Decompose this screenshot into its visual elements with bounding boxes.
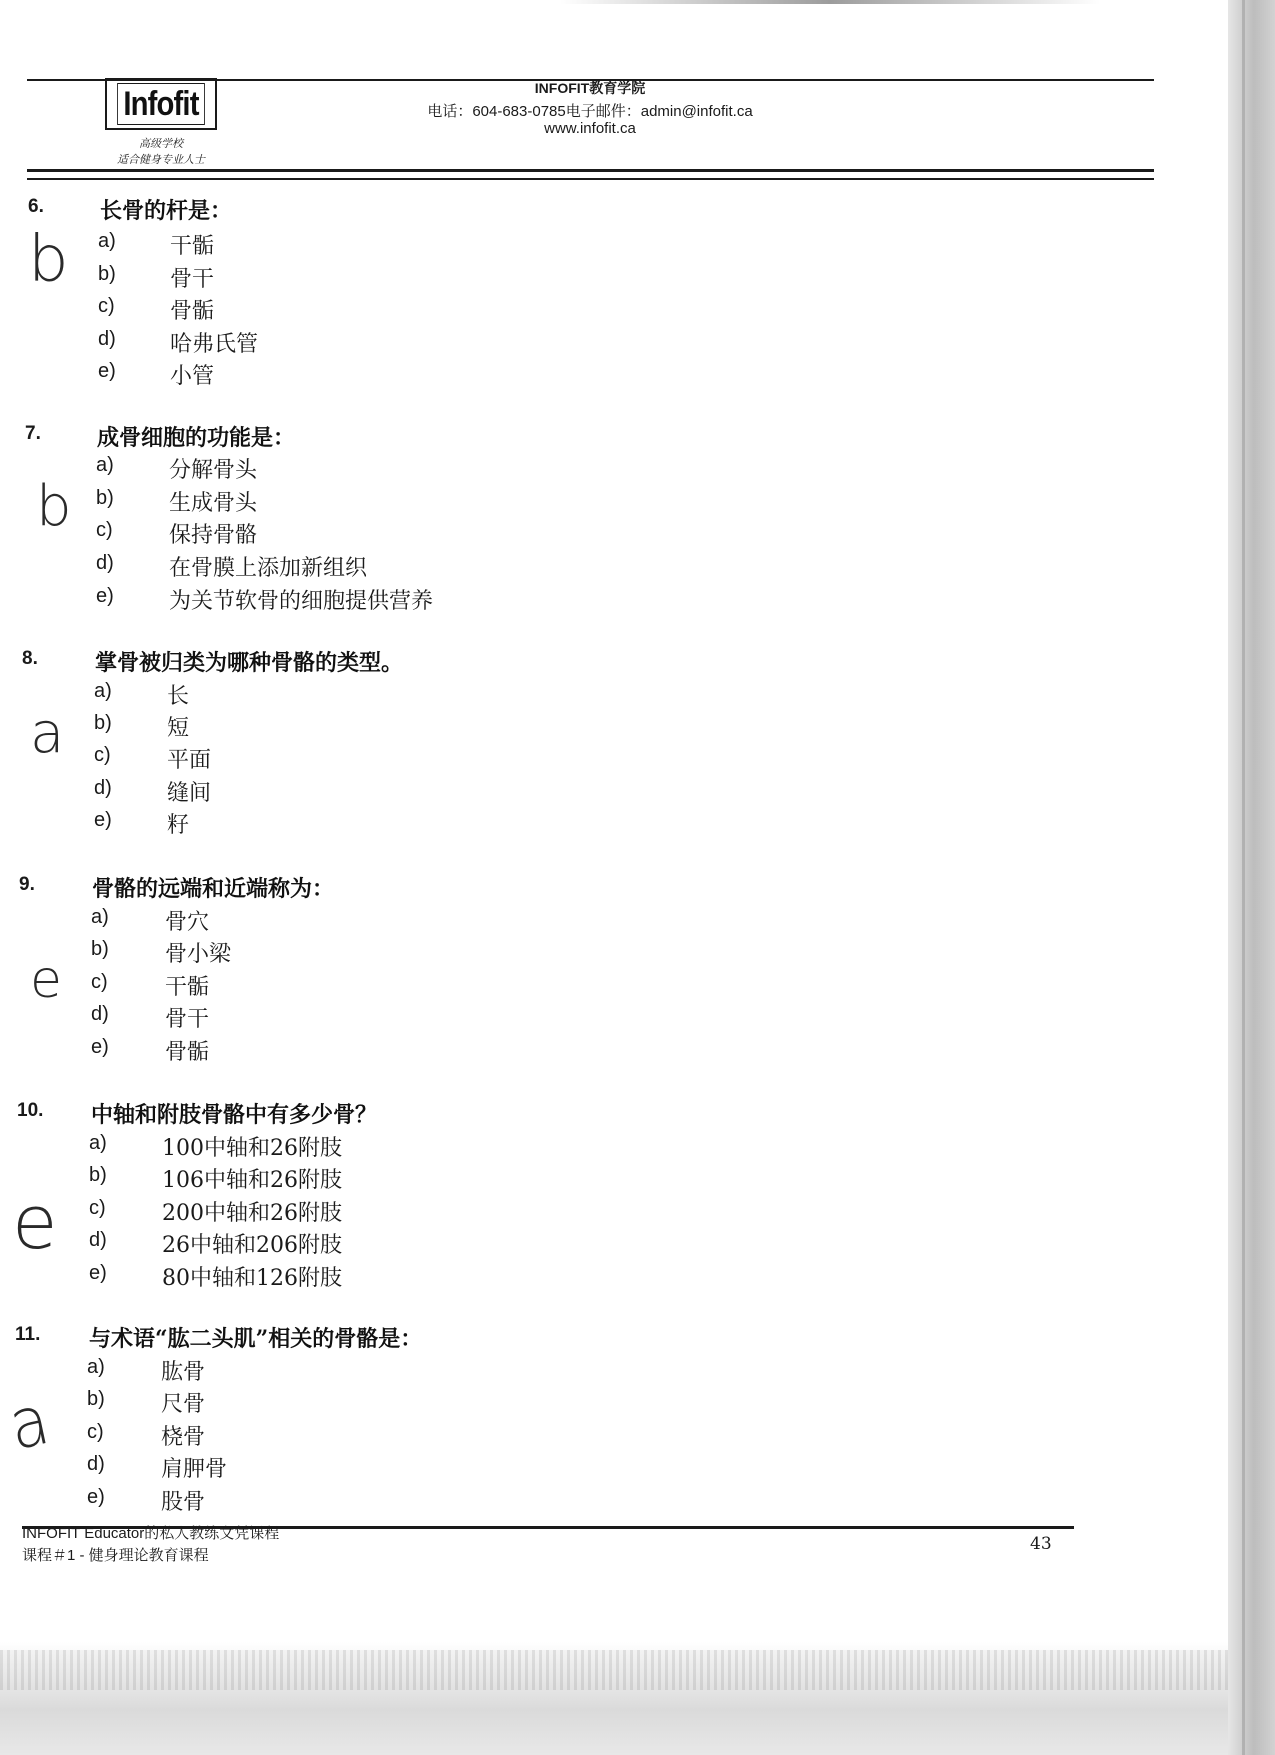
option-text: 哈弗氏管: [170, 332, 259, 357]
option-letter: e): [96, 585, 114, 607]
option-letter: a): [91, 906, 109, 928]
option-text: 尺骨: [161, 1392, 206, 1417]
option-text: 小管: [170, 364, 215, 389]
option-letter: b): [87, 1388, 105, 1410]
logo-text: Infofit: [117, 83, 205, 125]
school-contact: 电话：604-683-0785电子邮件：admin@infofit.ca: [427, 103, 753, 120]
option-text: 为关节软骨的细胞提供营养: [169, 589, 434, 614]
option-text: 106中轴和26附肢: [162, 1168, 342, 1193]
option-letter: d): [98, 328, 116, 350]
scan-edge-right: [1228, 0, 1275, 1755]
option-letter: d): [94, 777, 112, 799]
option-text: 骨穴: [165, 910, 210, 935]
page-number: 43: [1030, 1534, 1052, 1554]
option-letter: d): [89, 1229, 107, 1251]
question-number: 9.: [19, 874, 35, 895]
option-text: 骨小梁: [165, 942, 232, 967]
infofit-logo: [105, 78, 217, 130]
option-letter: c): [89, 1197, 106, 1219]
handwritten-answer: b: [28, 223, 69, 297]
option-text: 肩胛骨: [161, 1457, 228, 1482]
question-text: 骨骼的远端和近端称为：: [92, 876, 335, 902]
option-text: 干骺: [170, 234, 215, 259]
option-letter: c): [94, 744, 111, 766]
option-letter: a): [87, 1356, 105, 1378]
option-text: 生成骨头: [169, 491, 258, 516]
question-11: [0, 1322, 1200, 1522]
option-letter: c): [98, 295, 115, 317]
question-number: 11.: [15, 1324, 41, 1345]
logo-subtitle-1: 高级学校: [139, 137, 183, 150]
option-letter: a): [94, 680, 112, 702]
scan-edge-bottom: [0, 1642, 1228, 1755]
option-letter: b): [96, 487, 114, 509]
option-letter: d): [96, 552, 114, 574]
question-8: [0, 646, 1200, 846]
option-text: 平面: [167, 748, 212, 773]
header-rule-bottom: [27, 169, 1154, 172]
option-letter: c): [91, 971, 108, 993]
option-letter: d): [87, 1453, 105, 1475]
option-letter: a): [96, 454, 114, 476]
school-website: www.infofit.ca: [544, 120, 636, 137]
question-9: [0, 872, 1200, 1072]
option-text: 保持骨骼: [169, 523, 258, 548]
handwritten-answer: e: [12, 1180, 58, 1266]
question-7: [0, 421, 1200, 621]
option-letter: b): [98, 263, 116, 285]
option-text: 桡骨: [161, 1425, 206, 1450]
option-text: 干骺: [165, 975, 210, 1000]
option-text: 分解骨头: [169, 458, 258, 483]
option-text: 100中轴和26附肢: [162, 1136, 342, 1161]
logo-subtitle-2: 适合健身专业人士: [117, 153, 205, 166]
option-text: 长: [167, 684, 190, 709]
question-text: 掌骨被归类为哪种骨骼的类型。: [95, 650, 404, 676]
option-text: 26中轴和206附肢: [162, 1233, 342, 1258]
footer-course-title: INFOFIT Educator的私人教练文凭课程: [22, 1525, 280, 1542]
option-text: 骨骺: [170, 299, 215, 324]
option-text: 骨干: [170, 267, 215, 292]
option-text: 籽: [167, 813, 190, 838]
option-text: 短: [167, 716, 190, 741]
option-letter: b): [91, 938, 109, 960]
question-text: 长骨的杆是：: [100, 198, 233, 224]
option-text: 200中轴和26附肢: [162, 1201, 342, 1226]
option-letter: b): [94, 712, 112, 734]
option-letter: e): [98, 360, 116, 382]
question-text: 与术语“肱二头肌”相关的骨骼是：: [89, 1326, 423, 1352]
option-letter: b): [89, 1164, 107, 1186]
option-text: 股骨: [161, 1490, 206, 1515]
scan-shadow-top: [560, 0, 1100, 4]
option-text: 骨干: [165, 1007, 210, 1032]
option-letter: a): [98, 230, 116, 252]
handwritten-answer: e: [30, 950, 62, 1010]
option-letter: e): [91, 1036, 109, 1058]
question-number: 6.: [28, 196, 44, 217]
option-letter: e): [94, 809, 112, 831]
handwritten-answer: a: [30, 701, 65, 766]
question-10: [0, 1098, 1200, 1298]
option-text: 骨骺: [165, 1040, 210, 1065]
header-rule-bottom-2: [27, 178, 1154, 180]
question-text: 成骨细胞的功能是：: [97, 425, 296, 451]
school-name: INFOFIT教育学院: [534, 80, 646, 96]
option-text: 肱骨: [161, 1360, 206, 1385]
option-letter: d): [91, 1003, 109, 1025]
question-6: [0, 194, 1200, 394]
option-text: 在骨膜上添加新组织: [169, 556, 368, 581]
option-letter: a): [89, 1132, 107, 1154]
footer-course-subtitle: 课程＃1 - 健身理论教育课程: [22, 1547, 209, 1564]
question-number: 7.: [25, 423, 41, 444]
option-letter: c): [87, 1421, 104, 1443]
question-number: 8.: [22, 648, 38, 669]
handwritten-answer: b: [36, 474, 72, 539]
option-letter: e): [87, 1486, 105, 1508]
handwritten-answer: a: [1, 1379, 56, 1466]
option-letter: c): [96, 519, 113, 541]
question-number: 10.: [17, 1100, 44, 1121]
option-text: 80中轴和126附肢: [162, 1266, 342, 1291]
option-text: 缝间: [167, 781, 212, 806]
question-text: 中轴和附肢骨骼中有多少骨？: [91, 1102, 378, 1128]
option-letter: e): [89, 1262, 107, 1284]
